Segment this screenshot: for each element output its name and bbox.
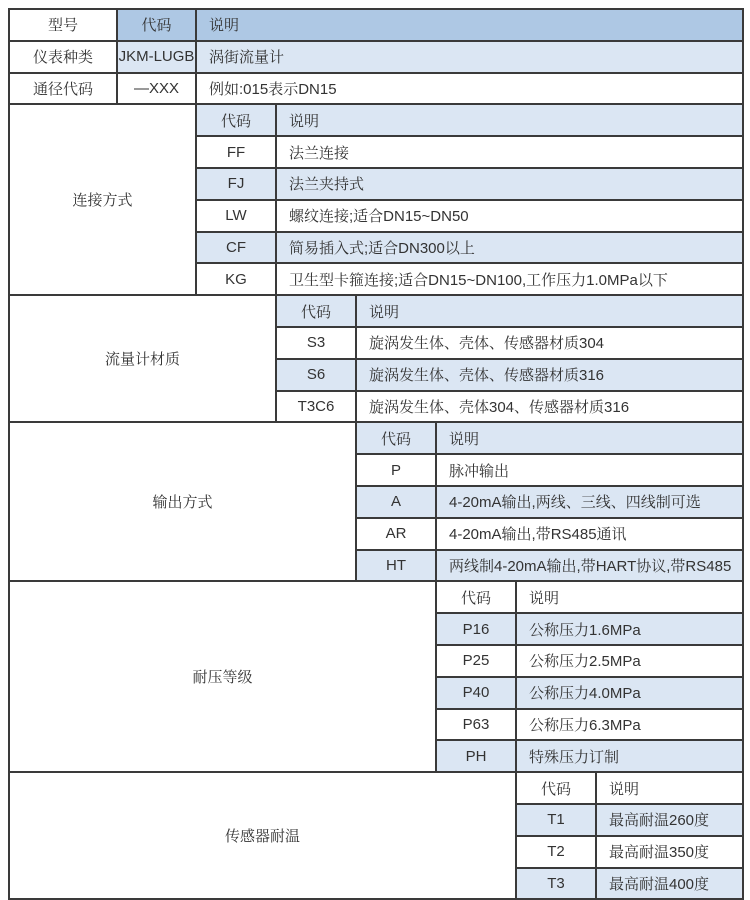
diameter-code-desc: 例如:015表示DN15 [196,73,743,105]
item-code: P63 [436,709,516,741]
subheader-desc: 说明 [596,772,743,804]
item-code: FF [196,136,276,168]
item-desc: 法兰连接 [276,136,743,168]
section-label-pressure-rating: 耐压等级 [9,581,436,772]
header-model-cell: 型号 [9,9,117,41]
item-desc: 公称压力2.5MPa [516,645,743,677]
item-code: AR [356,518,436,550]
subheader-code: 代码 [276,295,356,327]
section-label-meter-material: 流量计材质 [9,295,276,422]
item-code: KG [196,263,276,295]
item-code: P16 [436,613,516,645]
item-code: PH [436,740,516,772]
item-desc: 特殊压力订制 [516,740,743,772]
subheader-code: 代码 [356,422,436,454]
item-desc: 卫生型卡箍连接;适合DN15~DN100,工作压力1.0MPa以下 [276,263,743,295]
item-desc: 4-20mA输出,带RS485通讯 [436,518,743,550]
subheader-code: 代码 [196,104,276,136]
item-desc: 公称压力6.3MPa [516,709,743,741]
item-code: T3 [516,868,596,900]
item-code: P [356,454,436,486]
item-desc: 脉冲输出 [436,454,743,486]
instrument-type-row [9,41,743,73]
diameter-code-label: 通径代码 [9,73,117,105]
section-label-connection-type: 连接方式 [9,104,196,295]
item-code: A [356,486,436,518]
item-desc: 旋涡发生体、壳体304、传感器材质316 [356,391,743,423]
item-code: P40 [436,677,516,709]
item-code: T3C6 [276,391,356,423]
temperature-subheader-row [9,772,743,804]
item-code: FJ [196,168,276,200]
instrument-type-label: 仪表种类 [9,41,117,73]
item-desc: 4-20mA输出,两线、三线、四线制可选 [436,486,743,518]
diameter-code-row [9,73,743,105]
pressure-subheader-row [9,581,743,613]
table-header-row [9,9,743,41]
item-code: P25 [436,645,516,677]
item-desc: 公称压力1.6MPa [516,613,743,645]
item-code: HT [356,550,436,582]
item-code: S3 [276,327,356,359]
material-subheader-row [9,295,743,327]
subheader-desc: 说明 [516,581,743,613]
item-desc: 最高耐温260度 [596,804,743,836]
item-desc: 最高耐温350度 [596,836,743,868]
item-code: LW [196,200,276,232]
subheader-desc: 说明 [276,104,743,136]
connection-subheader-row [9,104,743,136]
item-code: T2 [516,836,596,868]
header-code-cell: 代码 [117,9,196,41]
header-desc-cell: 说明 [196,9,743,41]
item-code: CF [196,232,276,264]
item-desc: 螺纹连接;适合DN15~DN50 [276,200,743,232]
item-desc: 简易插入式;适合DN300以上 [276,232,743,264]
item-desc: 旋涡发生体、壳体、传感器材质316 [356,359,743,391]
output-subheader-row [9,422,743,454]
item-desc: 两线制4-20mA输出,带HART协议,带RS485 [436,550,743,582]
item-desc: 最高耐温400度 [596,868,743,900]
item-code: S6 [276,359,356,391]
subheader-code: 代码 [516,772,596,804]
instrument-type-code: JKM-LUGB [117,41,196,73]
subheader-desc: 说明 [436,422,743,454]
section-label-output-mode: 输出方式 [9,422,356,581]
diameter-code-value: —XXX [117,73,196,105]
section-label-sensor-temperature: 传感器耐温 [9,772,516,899]
instrument-type-desc: 涡街流量计 [196,41,743,73]
subheader-desc: 说明 [356,295,743,327]
item-desc: 公称压力4.0MPa [516,677,743,709]
subheader-code: 代码 [436,581,516,613]
item-desc: 旋涡发生体、壳体、传感器材质304 [356,327,743,359]
item-desc: 法兰夹持式 [276,168,743,200]
item-code: T1 [516,804,596,836]
model-selection-table [8,8,744,900]
